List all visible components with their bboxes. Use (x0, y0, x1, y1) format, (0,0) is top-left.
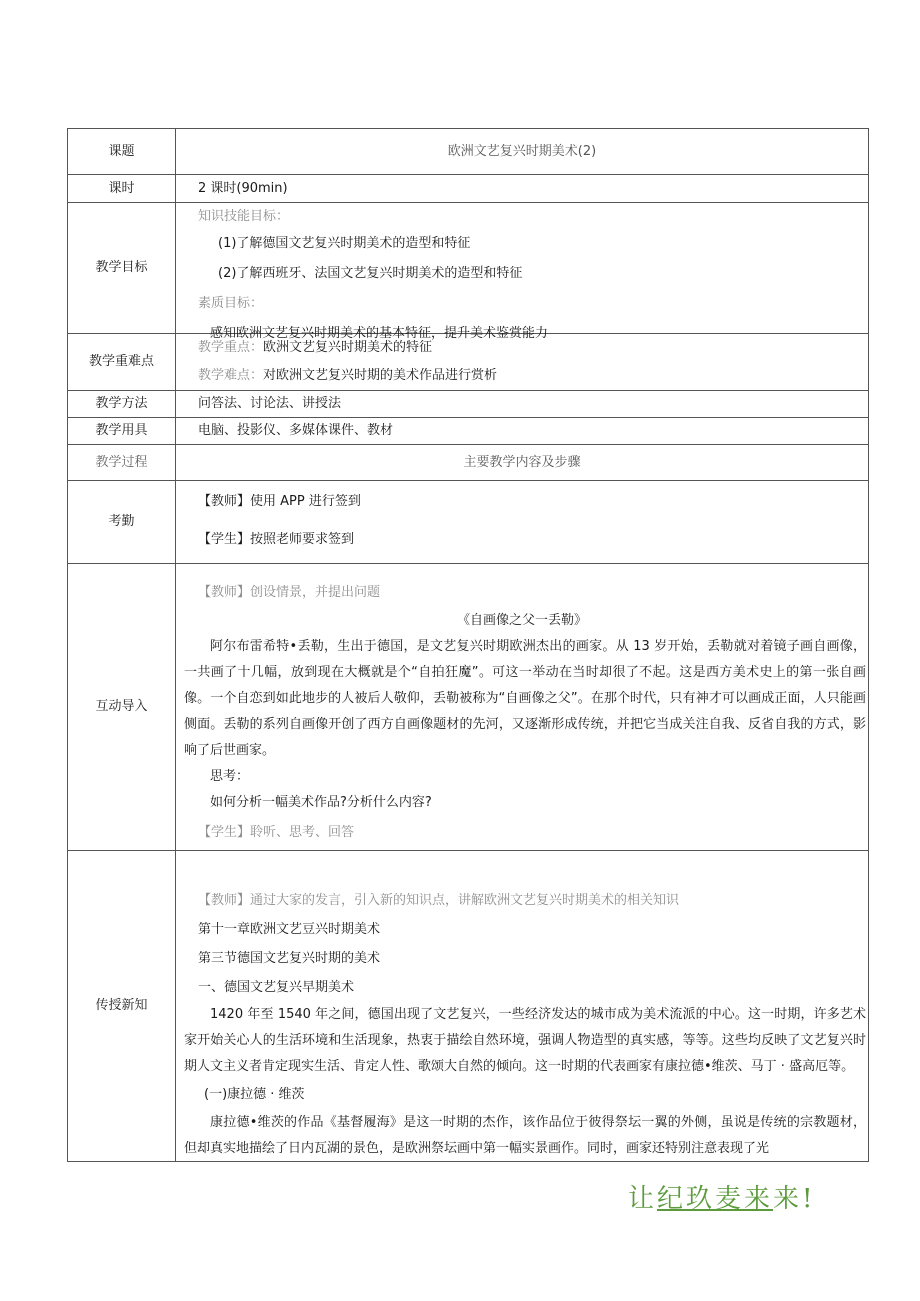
process-label: 教学过程 (68, 445, 176, 481)
nk-para1: 1420 年至 1540 年之间，德国出现了文艺复兴，一些经济发达的城市成为美术流派的中心。这一时期，许多艺术家开始关心人的生活环境和生活现象，热衷于描绘自然环境，强调人物造型的真实感，等等。这些均反映了文艺复兴时期人文主义者肯定现实生活、肯定人性、歌颂大自然的倾向。这一时期的代表画家有康拉德•维茨、马丁 · 盛高厄等。 (184, 1007, 866, 1074)
row-goals (68, 203, 869, 334)
intro-teacher-tag: 【教师】创设情景，并提出问题 (198, 585, 381, 600)
nk-sub2: (一)康拉德 · 维茨 (204, 1087, 305, 1102)
story-text: 阿尔布雷希特•丢勒，生出于德国，是文艺复兴时期欧洲杰出的画家。从 13 岁开始，丢勒就对着镜子画自画像，一共画了十几幅，放到现在大概就是个“自拍狂魔”。可这一举动在当时却很了不起。这是西方美术史上的第一张自画像。一个自恋到如此地步的人被后人敬仰，丢勒被称为“自画像之父”。在那个时代，只有神才可以画成正面，人只能画侧面。丢勒的系列自画像开创了西方自画像题材的先河，又逐渐形成传统，并把它当成关注自我、反省自我的方式，影响了后世画家。 (184, 639, 866, 758)
intro-label: 互动导入 (68, 564, 176, 851)
row-new-knowledge (68, 851, 869, 1162)
methods-value: 问答法、讨论法、讲授法 (176, 391, 869, 418)
topic-title: 欧洲文艺复兴时期美术(2) (176, 129, 869, 175)
nk-chapter: 第十一章欧洲文艺豆兴时期美术 (198, 922, 381, 937)
row-tools (68, 418, 869, 445)
attendance-content (176, 481, 869, 564)
difficulty-text: 对欧洲文艺复兴时期的美术作品进行赏析 (263, 368, 498, 383)
hours-value: 2 课时(90min) (176, 175, 869, 203)
new-knowledge-content (176, 851, 869, 1162)
difficulty-label: 教学难点： (198, 368, 264, 383)
goals-label: 教学目标 (68, 203, 176, 334)
row-process-header (68, 445, 869, 481)
attendance-teacher: 【教师】使用 APP 进行签到 (198, 494, 361, 509)
goals-content (176, 203, 869, 341)
think-question: 如何分析一幅美术作品?分析什么内容? (210, 795, 432, 810)
row-methods (68, 391, 869, 418)
row-topic (68, 129, 869, 175)
note-prefix: 让 (628, 1184, 658, 1214)
row-hours (68, 175, 869, 203)
difficulty-line (198, 362, 866, 390)
knowledge-item-1: (1)了解德国文艺复兴时期美术的造型和特征 (218, 236, 471, 251)
quality-heading: 素质目标： (198, 296, 264, 311)
methods-label: 教学方法 (68, 391, 176, 418)
tools-value: 电脑、投影仪、多媒体课件、教材 (176, 418, 869, 445)
nk-section: 第三节德国文艺复兴时期的美术 (198, 951, 381, 966)
row-attendance (68, 481, 869, 564)
note-suffix: 来! (773, 1184, 816, 1214)
note-underlined: 纪玖麦来 (657, 1184, 774, 1214)
attendance-label: 考勤 (68, 481, 176, 564)
row-intro (68, 564, 869, 851)
footer-handwritten-note (628, 1178, 815, 1215)
hours-label: 课时 (68, 175, 176, 203)
attendance-student: 【学生】按照老师要求签到 (198, 532, 355, 547)
intro-content (176, 564, 869, 851)
think-label: 思考： (210, 769, 250, 784)
tools-label: 教学用具 (68, 418, 176, 445)
intro-student-tag: 【学生】聆听、思考、回答 (198, 825, 355, 840)
nk-para2: 康拉德•维茨的作品《基督履海》是这一时期的杰作，该作品位于彼得祭坛一翼的外侧，虽说是传统的宗教题材，但却真实地描绘了日内瓦湖的景色，是欧洲祭坛画中第一幅实景画作。同时，画家还特别注意表现了光 (184, 1115, 866, 1156)
nk-teacher-tag: 【教师】通过大家的发言，引入新的知识点，讲解欧洲文艺复兴时期美术的相关知识 (198, 893, 680, 908)
story-title: 《自画像之父一丢勒》 (456, 613, 587, 628)
focus-text: 欧洲文艺复兴时期美术的特征 (263, 340, 433, 355)
quality-item: 感知欧洲文艺复兴时期美术的基本特征，提升美术鉴赏能力 (210, 326, 549, 341)
topic-label: 课题 (68, 129, 176, 175)
key-points-label: 教学重难点 (68, 334, 176, 391)
knowledge-heading: 知识技能目标： (198, 209, 290, 224)
nk-sub1: 一、德国文艺复兴早期美术 (198, 980, 355, 995)
focus-label: 教学重点： (198, 340, 264, 355)
lesson-plan-table (67, 128, 869, 1162)
new-knowledge-label: 传授新知 (68, 851, 176, 1162)
knowledge-item-2: (2)了解西班牙、法国文艺复兴时期美术的造型和特征 (218, 266, 523, 281)
process-heading: 主要教学内容及步骤 (176, 445, 869, 481)
